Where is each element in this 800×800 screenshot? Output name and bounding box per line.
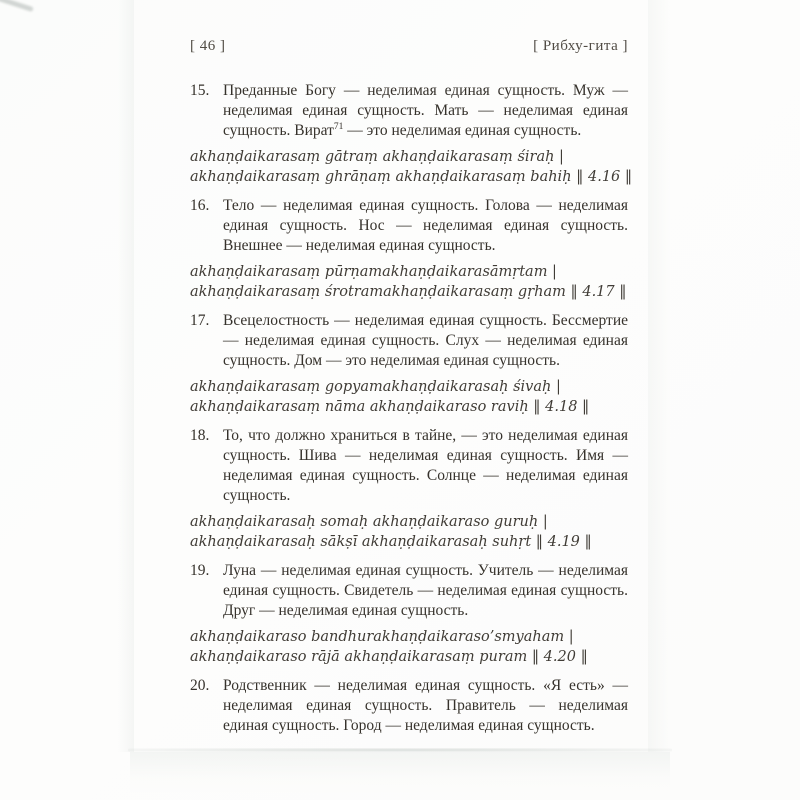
sanskrit-verse-line: akhaṇḍaikarasaṃ nāma akhaṇḍaikaraso raviḥ ‖ 4.18 ‖ bbox=[190, 399, 590, 415]
sanskrit-verse-block bbox=[190, 512, 628, 552]
paragraph-number: 16. bbox=[190, 197, 210, 214]
sanskrit-verse-line: akhaṇḍaikarasaṃ gātraṃ akhaṇḍaikarasaṃ śiraḥ | bbox=[190, 149, 564, 165]
sanskrit-verse-line: akhaṇḍaikarasaṃ pūrṇamakhaṇḍaikarasāmṛtam | bbox=[190, 264, 557, 280]
page-content bbox=[190, 81, 633, 736]
footnote-reference: 71 bbox=[333, 121, 344, 132]
paragraph-text: Преданные Богу — неделимая единая сущность. Муж — неделимая единая сущность. Мать — неделимая единая сущность. Вират bbox=[223, 82, 628, 139]
sanskrit-verse-line: akhaṇḍaikarasaṃ gopyamakhaṇḍaikarasaḥ śivaḥ | bbox=[190, 379, 561, 395]
book-page bbox=[190, 38, 633, 742]
paragraph-text: — это неделимая единая сущность. bbox=[343, 122, 582, 139]
sanskrit-verse-block bbox=[190, 147, 633, 187]
paragraph-number: 15. bbox=[190, 82, 210, 99]
paragraph-text: То, что должно храниться в тайне, — это неделимая единая сущность. Шива — неделимая единая сущность. Имя — неделимая единая сущность. Солнце — неделимая единая сущность. bbox=[223, 427, 628, 504]
running-head bbox=[190, 38, 628, 55]
paragraph-text: Луна — неделимая единая сущность. Учитель — неделимая единая сущность. Свидетель — неделимая единая сущность. Друг — неделимая единая сущность. bbox=[223, 562, 628, 619]
photo-corner-artifact bbox=[0, 0, 34, 12]
sanskrit-verse-block bbox=[190, 627, 628, 667]
paragraph-block bbox=[190, 81, 628, 141]
sanskrit-verse-line: akhaṇḍaikaraso bandhurakhaṇḍaikaraso’smyaham | bbox=[190, 629, 574, 645]
sanskrit-verse-line: akhaṇḍaikarasaḥ somaḥ akhaṇḍaikaraso guruḥ | bbox=[190, 514, 548, 530]
paragraph-text: Родственник — неделимая единая сущность. «Я есть» — неделимая единая сущность. Правитель — неделимая единая сущность. Город — неделимая единая сущность. bbox=[223, 677, 628, 734]
paragraph-text: Тело — неделимая единая сущность. Голова — неделимая единая сущность. Нос — неделимая единая сущность. Внешнее — неделимая единая сущность. bbox=[223, 197, 628, 254]
sanskrit-verse-block bbox=[190, 377, 628, 417]
paragraph-number: 19. bbox=[190, 562, 210, 579]
page-bottom-band bbox=[130, 752, 670, 794]
paragraph-number: 17. bbox=[190, 312, 210, 329]
page-left-edge-shadow bbox=[118, 0, 134, 752]
sanskrit-verse-line: akhaṇḍaikarasaṃ śrotramakhaṇḍaikarasaṃ gṛham ‖ 4.17 ‖ bbox=[190, 284, 627, 300]
paragraph-block bbox=[190, 676, 628, 736]
paragraph-block bbox=[190, 426, 628, 506]
book-title: [ Рибху-гита ] bbox=[533, 38, 628, 54]
sanskrit-verse-line: akhaṇḍaikarasaṃ ghrāṇaṃ akhaṇḍaikarasaṃ bahiḥ ‖ 4.16 ‖ bbox=[190, 169, 633, 185]
paragraph-block bbox=[190, 196, 628, 256]
paragraph-number: 18. bbox=[190, 427, 210, 444]
sanskrit-verse-line: akhaṇḍaikarasaḥ sākṣī akhaṇḍaikarasaḥ suhṛt ‖ 4.19 ‖ bbox=[190, 534, 592, 550]
paragraph-number: 20. bbox=[190, 677, 210, 694]
sanskrit-verse-line: akhaṇḍaikaraso rājā akhaṇḍaikarasaṃ puram ‖ 4.20 ‖ bbox=[190, 649, 588, 665]
paragraph-block bbox=[190, 561, 628, 621]
page-right-edge-shadow bbox=[648, 0, 670, 752]
page-number: [ 46 ] bbox=[190, 38, 226, 54]
sanskrit-verse-block bbox=[190, 262, 628, 302]
paragraph-block bbox=[190, 311, 628, 371]
paragraph-text: Всецелостность — неделимая единая сущность. Бессмертие — неделимая единая сущность. Слух — неделимая единая сущность. Дом — это неделимая единая сущность. bbox=[223, 312, 628, 369]
